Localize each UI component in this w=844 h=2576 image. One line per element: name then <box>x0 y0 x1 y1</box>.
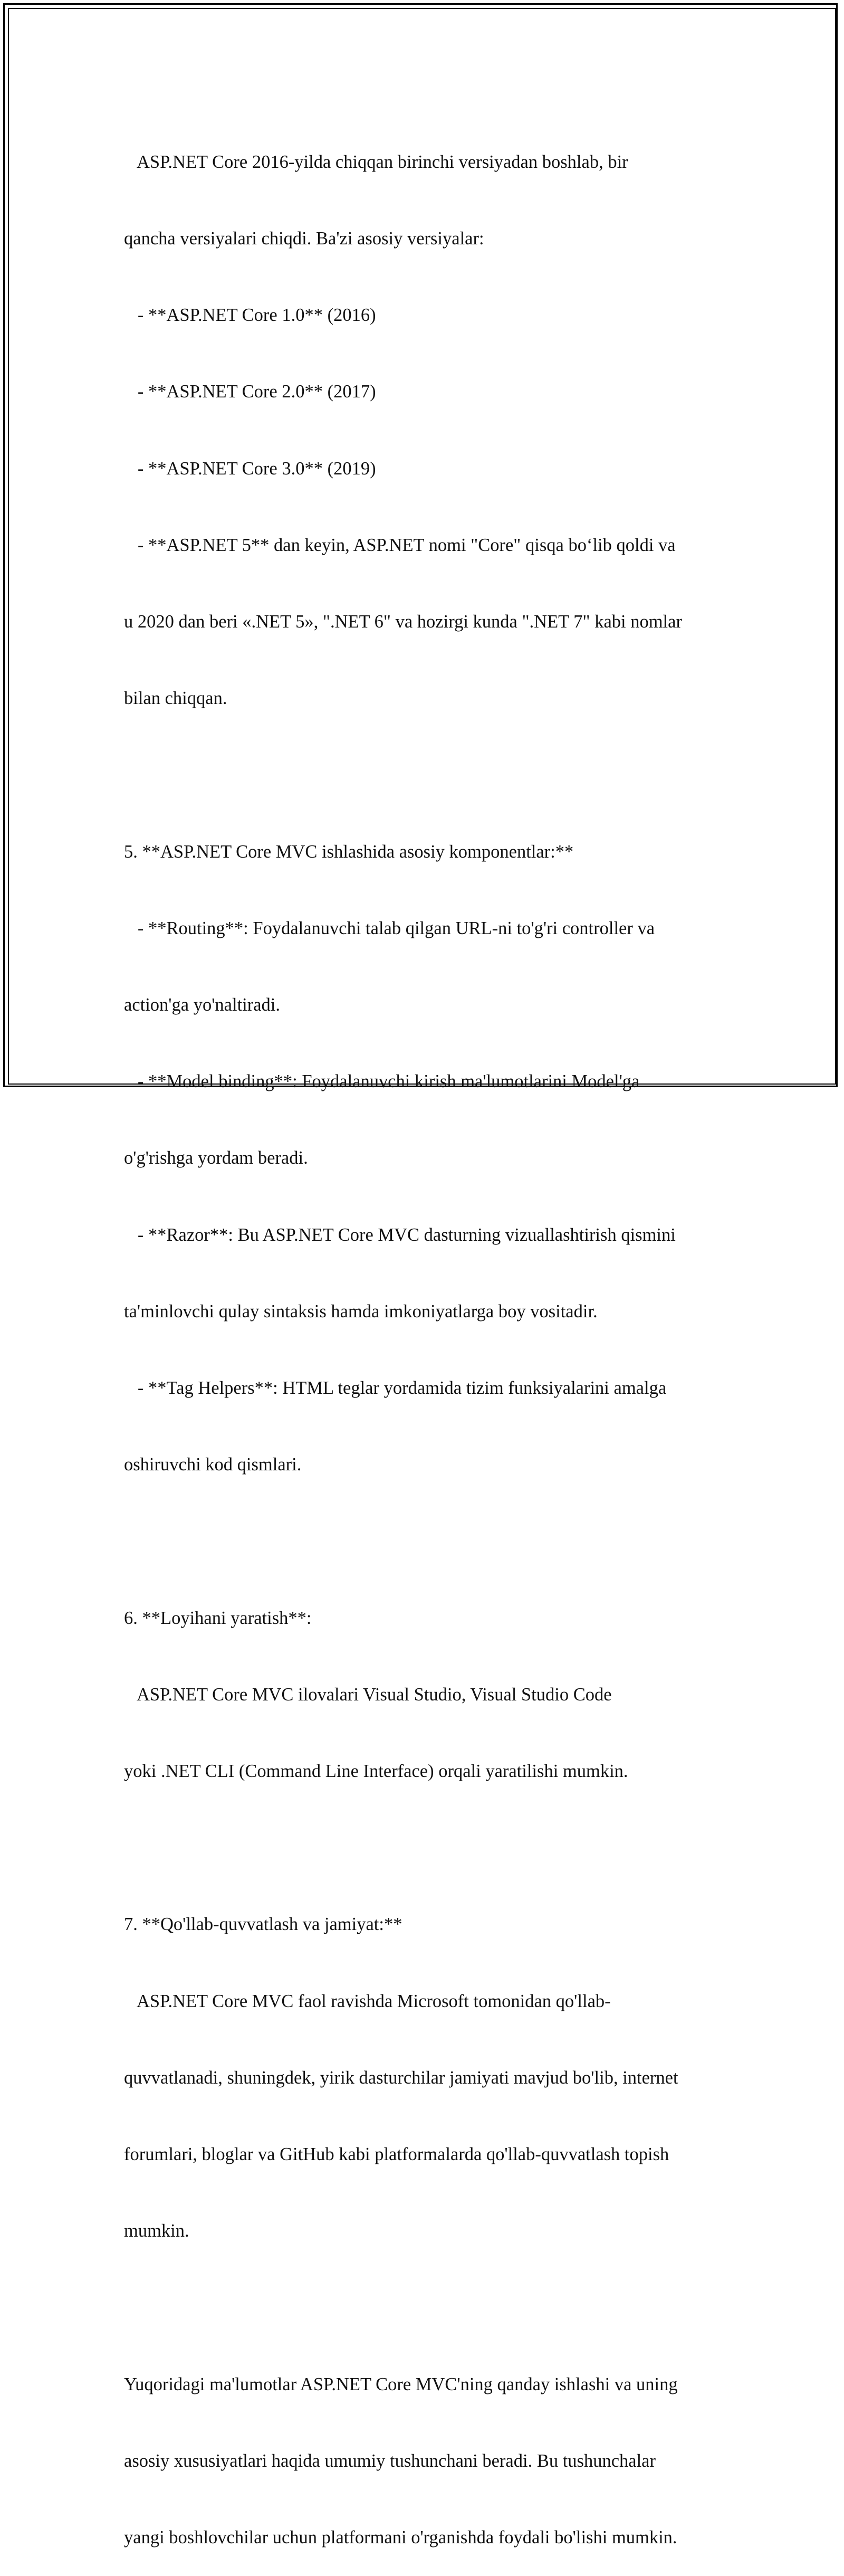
text-line: u 2020 dan beri «.NET 5», ".NET 6" va hozirgi kunda ".NET 7" kabi nomlar <box>124 612 682 632</box>
text-line: - **ASP.NET Core 3.0** (2019) <box>124 458 376 479</box>
section-heading: 5. **ASP.NET Core MVC ishlashida asosiy komponentlar:** <box>124 841 574 862</box>
text-line: bilan chiqqan. <box>124 688 227 709</box>
blank-line <box>124 1528 736 1554</box>
text-line: - **Tag Helpers**: HTML teglar yordamida tizim funksiyalarini amalga <box>124 1378 667 1399</box>
text-line: - **ASP.NET Core 1.0** (2016) <box>124 305 376 326</box>
text-line: qancha versiyalari chiqdi. Ba'zi asosiy versiyalar: <box>124 229 484 249</box>
text-line: yangi boshlovchilar uchun platformani o'rganishda foydali bo'lishi mumkin. <box>124 2527 677 2548</box>
text-line: ASP.NET Core 2016-yilda chiqqan birinchi versiyadan boshlab, bir <box>124 151 628 172</box>
text-line: - **ASP.NET Core 2.0** (2017) <box>124 382 376 402</box>
text-line: Yuqoridagi ma'lumotlar ASP.NET Core MVC'ning qanday ishlashi va uning <box>124 2374 678 2394</box>
text-line: ASP.NET Core MVC ilovalari Visual Studio, Visual Studio Code <box>124 1684 612 1705</box>
text-line: mumkin. <box>124 2221 189 2241</box>
document-body <box>124 98 736 2576</box>
text-line: - **Routing**: Foydalanuvchi talab qilgan URL-ni to'g'ri controller va <box>124 918 655 938</box>
section-heading: 7. **Qo'llab-quvvatlash va jamiyat:** <box>124 1914 402 1935</box>
text-line: - **Model binding**: Foydalanuvchi kirish ma'lumotlarini Model'ga <box>124 1071 640 1092</box>
text-line: action'ga yo'naltiradi. <box>124 995 280 1015</box>
text-line: ta'minlovchi qulay sintaksis hamda imkoniyatlarga boy vositadir. <box>124 1301 598 1322</box>
text-line: asosiy xususiyatlari haqida umumiy tushunchani beradi. Bu tushunchalar <box>124 2450 656 2471</box>
text-line: quvvatlanadi, shuningdek, yirik dasturchilar jamiyati mavjud bo'lib, internet <box>124 2067 678 2088</box>
section-heading: 6. **Loyihani yaratish**: <box>124 1608 312 1628</box>
text-line: - **Razor**: Bu ASP.NET Core MVC dasturning vizuallashtirish qismini <box>124 1224 676 1245</box>
text-line: yoki .NET CLI (Command Line Interface) orqali yaratilishi mumkin. <box>124 1761 628 1782</box>
blank-line <box>124 762 736 787</box>
blank-line <box>124 1835 736 1860</box>
text-line: o'g'rishga yordam beradi. <box>124 1148 308 1168</box>
text-line: forumlari, bloglar va GitHub kabi platformalarda qo'llab-quvvatlash topish <box>124 2144 669 2165</box>
blank-line <box>124 2295 736 2321</box>
text-line: ASP.NET Core MVC faol ravishda Microsoft tomonidan qo'llab- <box>124 1991 611 2011</box>
text-line: oshiruvchi kod qismlari. <box>124 1455 302 1475</box>
text-line: - **ASP.NET 5** dan keyin, ASP.NET nomi "Core" qisqa bo‘lib qoldi va <box>124 535 676 555</box>
